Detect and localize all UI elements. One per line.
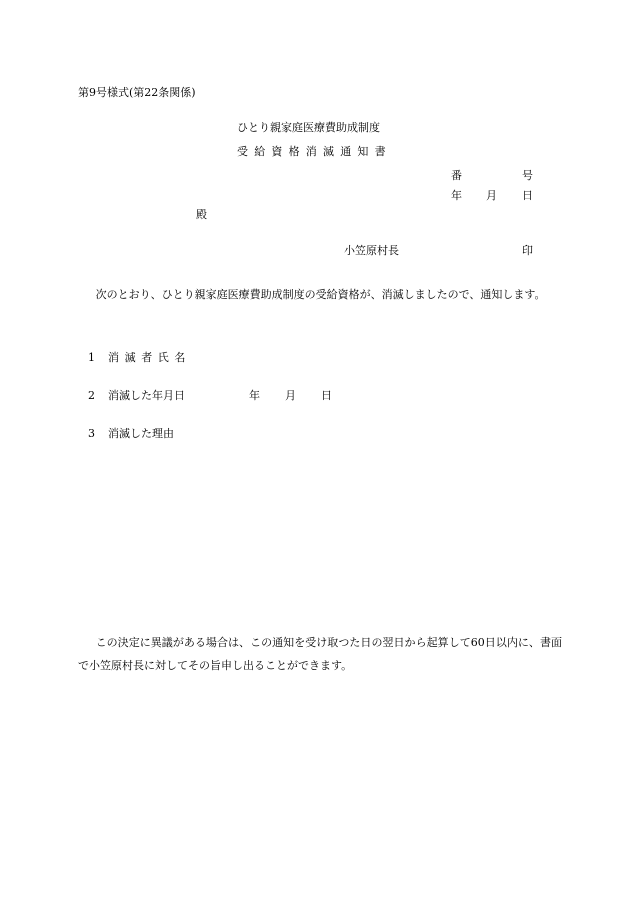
appeal-paragraph: この決定に異議がある場合は、この通知を受け取つた日の翌日から起算して60日以内に、書面で小笠原村長に対してその旨申し出ることができます。 — [78, 636, 562, 672]
item-label-date: 消滅した年月日 — [108, 389, 185, 402]
seal-mark: 印 — [522, 244, 533, 257]
issue-date-month: 月 — [486, 189, 497, 202]
item-number: 1 — [88, 351, 95, 364]
notice-paragraph: 次のとおり、ひとり親家庭医療費助成制度の受給資格が、消滅しましたので、通知します。 — [95, 288, 546, 301]
reference-number-label: 番 — [451, 169, 462, 182]
item-label-name: 消滅者氏名 — [108, 351, 191, 364]
issue-date-year: 年 — [451, 189, 462, 202]
item-label-reason: 消滅した理由 — [108, 427, 174, 440]
addressee-honorific: 殿 — [196, 208, 207, 221]
item-number: 2 — [88, 389, 95, 402]
item-number: 3 — [88, 427, 95, 440]
reference-number-suffix: 号 — [522, 169, 533, 182]
item-date-month: 月 — [285, 389, 296, 402]
item-date-day: 日 — [321, 389, 332, 402]
document-subtitle: 受給資格消滅通知書 — [237, 145, 392, 158]
issuer-name: 小笠原村長 — [344, 244, 399, 257]
form-number: 第9号様式(第22条関係) — [78, 86, 196, 99]
item-date-year: 年 — [249, 389, 260, 402]
issue-date-day: 日 — [522, 189, 533, 202]
document-title: ひとり親家庭医療費助成制度 — [237, 121, 380, 134]
